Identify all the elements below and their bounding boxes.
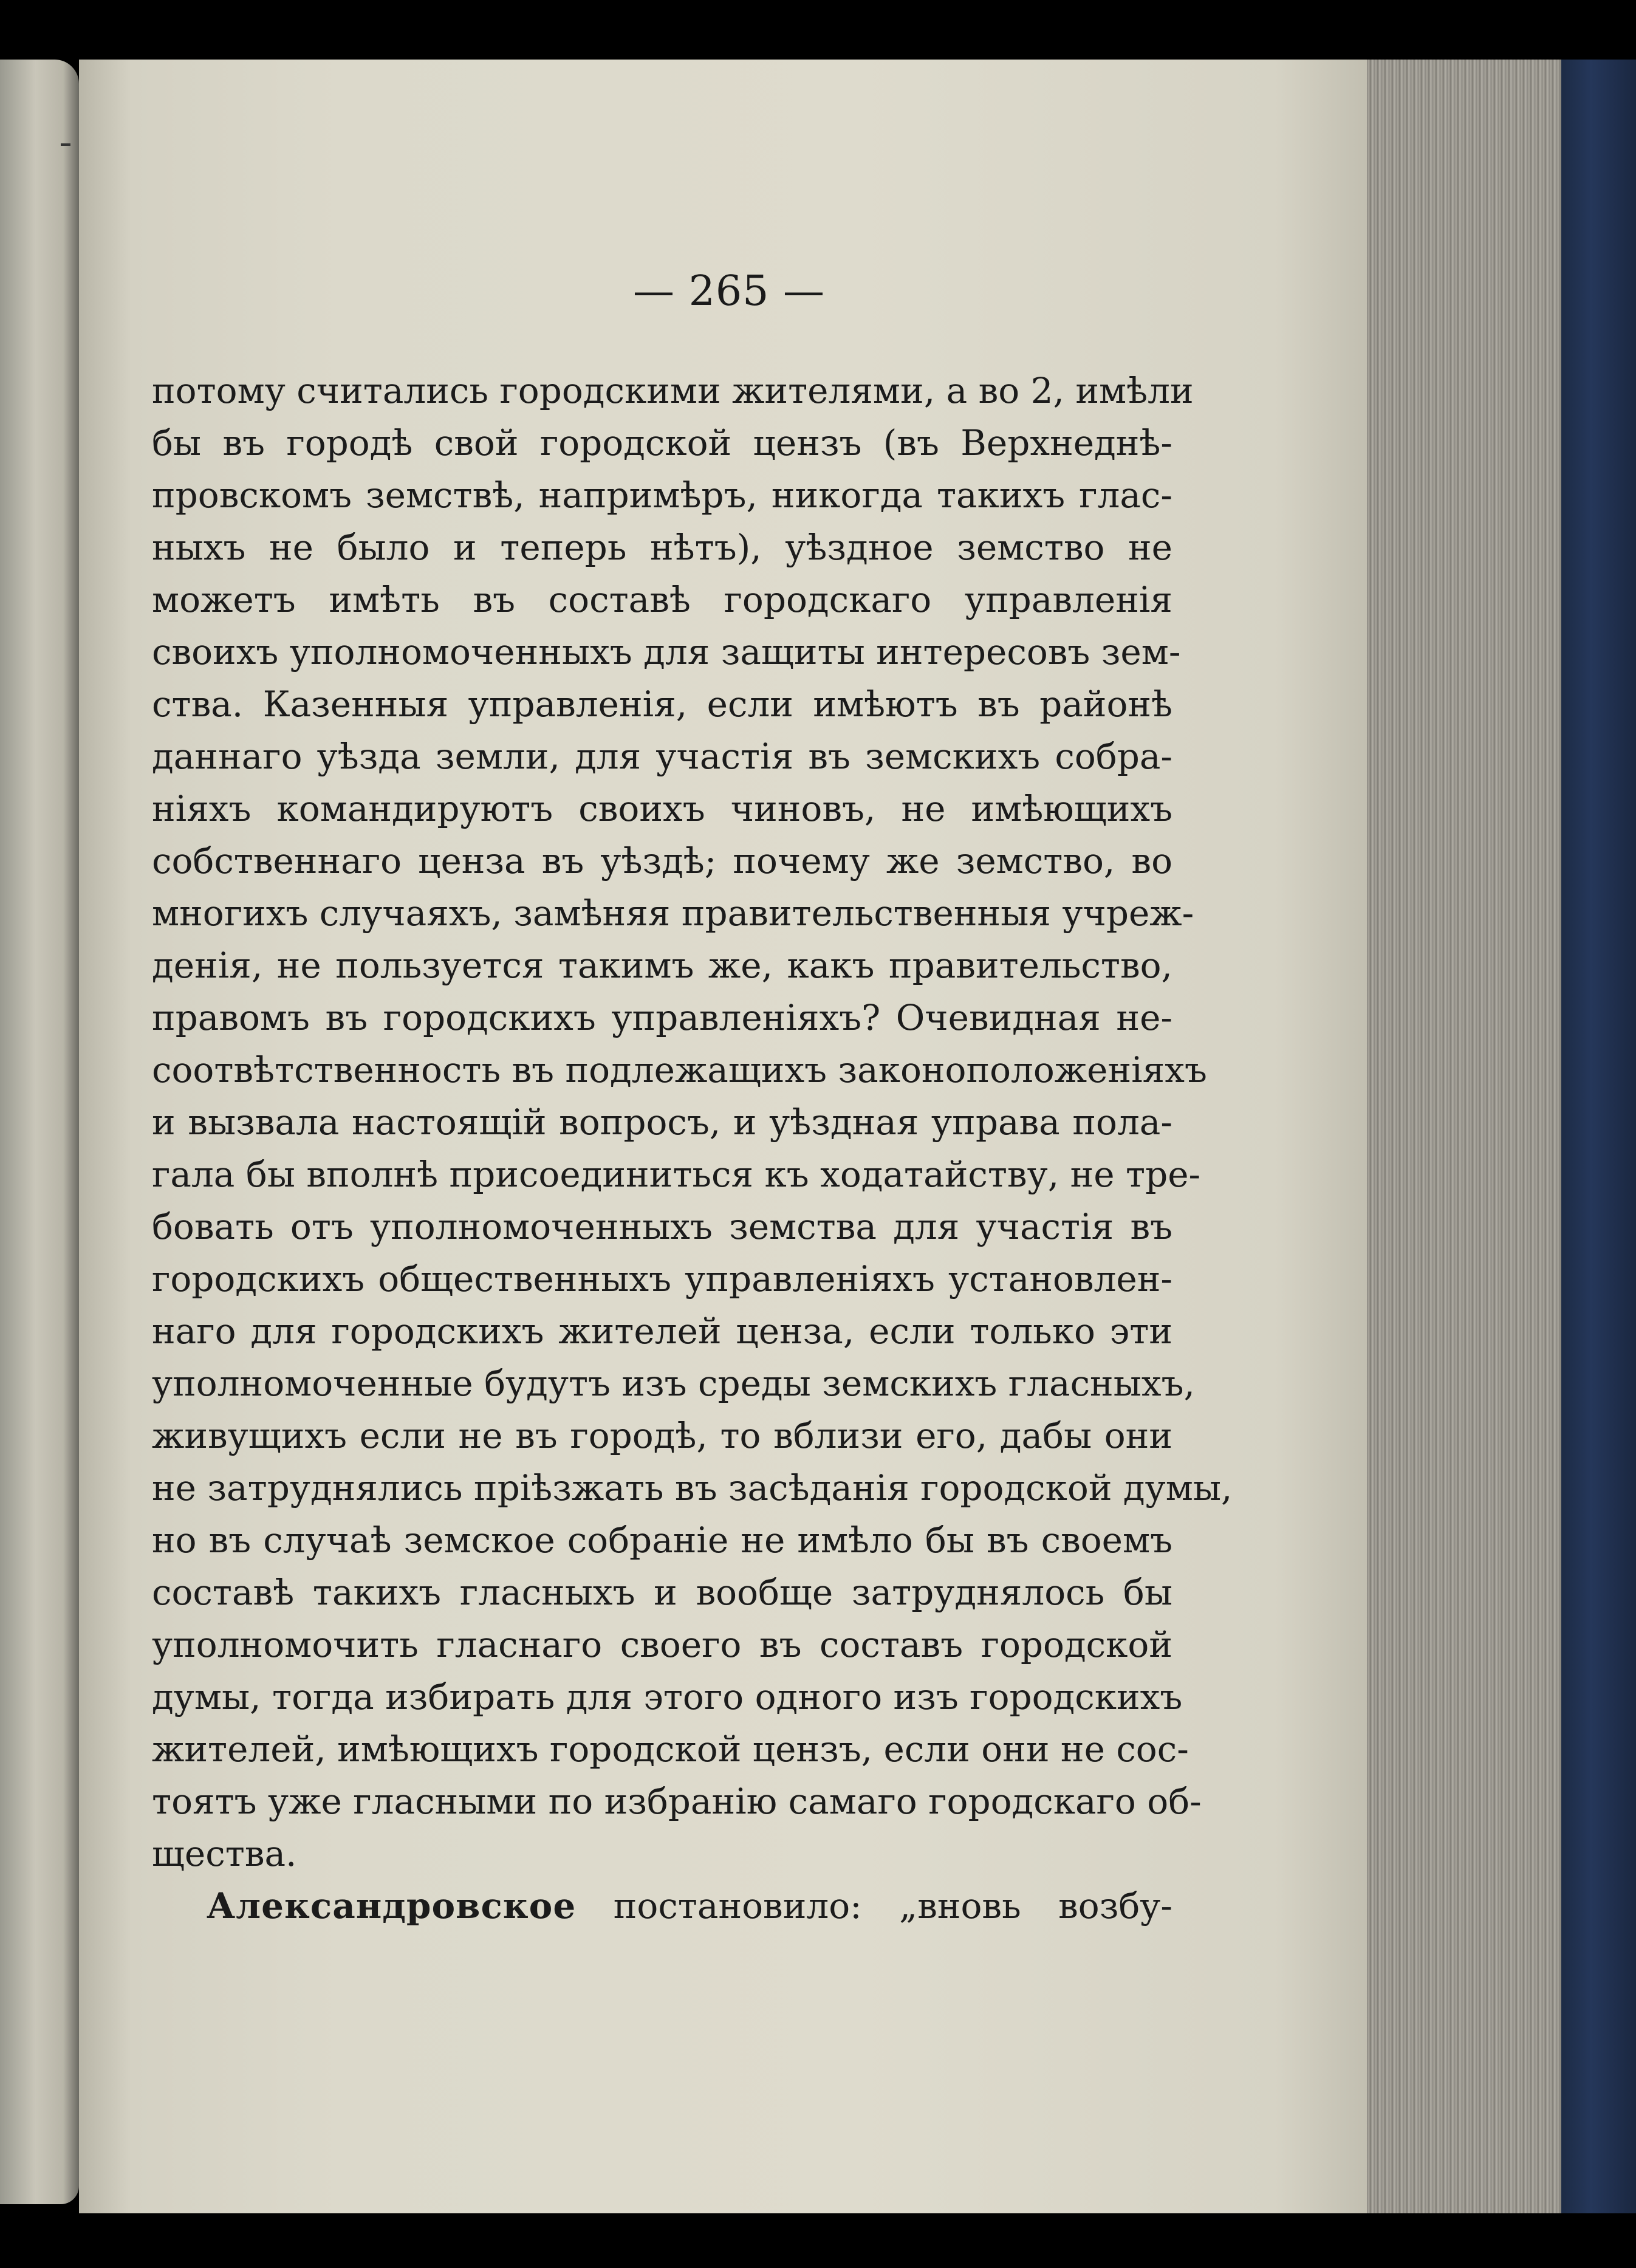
text-line: ства. Казенныя управленія, если имѣютъ въ районѣ [152, 683, 1172, 725]
text-line: уполномочить гласнаго своего въ составъ городской [152, 1624, 1172, 1665]
text-line: даннаго уѣзда земли, для участія въ земскихъ собра- [152, 736, 1172, 777]
text-line: наго для городскихъ жителей ценза, если только эти [152, 1310, 1172, 1352]
text-line: можетъ имѣть въ составѣ городскаго управленія [152, 579, 1172, 620]
final-paragraph-line [152, 1880, 1172, 1932]
text-line: многихъ случаяхъ, замѣняя правительственныя учреж- [152, 892, 1194, 934]
text-line: живущихъ если не въ городѣ, то вблизи его, дабы они [152, 1415, 1172, 1456]
text-line: жителей, имѣющихъ городской цензъ, если они не сос- [152, 1728, 1189, 1770]
text-line: собственнаго ценза въ уѣздѣ; почему же земство, во [152, 840, 1172, 882]
page-number: — 265 — [632, 267, 826, 315]
text-line: гала бы вполнѣ присоединиться къ ходатайству, не тре- [152, 1154, 1201, 1195]
text-line: ныхъ не было и теперь нѣтъ), уѣздное земство не [152, 527, 1172, 568]
text-line: потому считались городскими жителями, а во 2, имѣли [152, 370, 1194, 411]
text-line: но въ случаѣ земское собраніе не имѣло бы въ своемъ [152, 1519, 1172, 1561]
text-line: уполномоченные будутъ изъ среды земскихъ гласныхъ, [152, 1363, 1195, 1404]
text-line: не затруднялись пріѣзжать въ засѣданія городской думы, [152, 1467, 1233, 1509]
page-stack-edges [1367, 60, 1567, 2213]
text-line: тоятъ уже гласными по избранію самаго городскаго об- [152, 1781, 1202, 1822]
left-page-edge [0, 60, 79, 2204]
bold-heading-word: Александровское [207, 1885, 577, 1927]
final-paragraph-text: постановило: „вновь возбу- [613, 1885, 1172, 1927]
text-line: бы въ городѣ свой городской цензъ (въ Верхнеднѣ- [152, 422, 1172, 464]
body-text [152, 365, 1233, 1932]
text-line: бовать отъ уполномоченныхъ земства для участія въ [152, 1206, 1172, 1247]
text-line: щества. [152, 1833, 297, 1874]
text-line: составѣ такихъ гласныхъ и вообще затруднялось бы [152, 1572, 1172, 1613]
page-mark [61, 143, 70, 146]
text-line: соотвѣтственность въ подлежащихъ законоположеніяхъ [152, 1049, 1207, 1091]
text-line: ніяхъ командируютъ своихъ чиновъ, не имѣющихъ [152, 788, 1172, 829]
text-line: правомъ въ городскихъ управленіяхъ? Очевидная не- [152, 997, 1172, 1038]
text-line: своихъ уполномоченныхъ для защиты интересовъ зем- [152, 631, 1181, 673]
book-cover [1561, 60, 1636, 2213]
text-line: провскомъ земствѣ, напримѣръ, никогда такихъ глас- [152, 474, 1172, 516]
text-line: думы, тогда избирать для этого одного изъ городскихъ [152, 1676, 1183, 1718]
text-line: и вызвала настоящій вопросъ, и уѣздная управа пола- [152, 1101, 1172, 1143]
text-line: денія, не пользуется такимъ же, какъ правительство, [152, 945, 1172, 986]
text-line: городскихъ общественныхъ управленіяхъ установлен- [152, 1258, 1172, 1300]
